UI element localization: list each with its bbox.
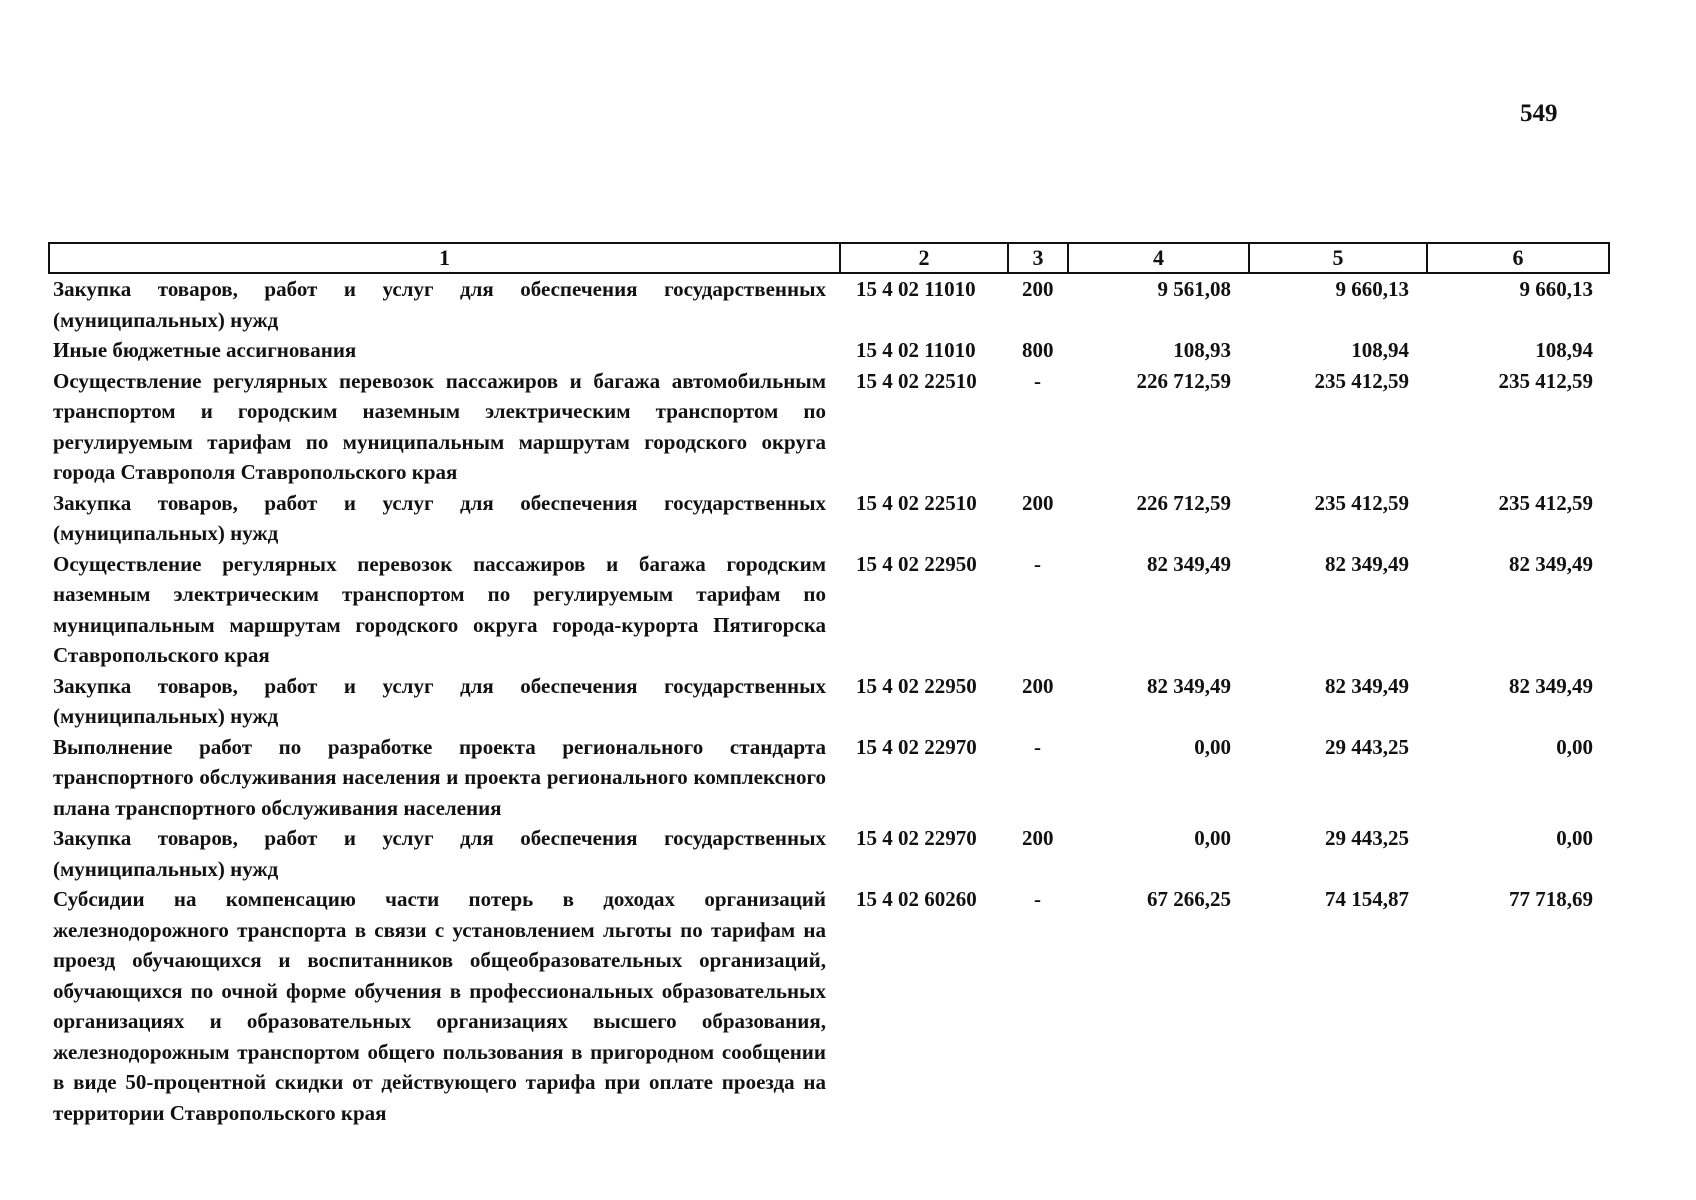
row-amount-2: 235 412,59 — [1314, 368, 1409, 393]
table-row — [49, 884, 1609, 1128]
row-amount-1: 82 349,49 — [1147, 673, 1231, 698]
row-amount-2: 74 154,87 — [1325, 887, 1409, 911]
row-expense-type: - — [1034, 734, 1041, 759]
row-amount-2: 29 443,25 — [1325, 734, 1409, 759]
row-name: Иные бюджетные ассигнования — [53, 338, 357, 362]
row-code: 15 4 02 22950 — [856, 551, 977, 576]
row-code: 15 4 02 22510 — [856, 490, 977, 515]
row-expense-type: 200 — [1022, 490, 1054, 515]
row-amount-3: 235 412,59 — [1498, 368, 1593, 393]
table-row — [49, 366, 1609, 488]
row-amount-2: 108,94 — [1351, 338, 1409, 362]
row-amount-1: 226 712,59 — [1136, 368, 1231, 393]
column-header-amount-1: 4 — [1068, 243, 1249, 273]
row-expense-type: 800 — [1022, 338, 1054, 362]
row-code: 15 4 02 11010 — [856, 277, 976, 301]
row-name: Закупка товаров, работ и услуг для обеспечения государственных (муниципальных) нужд — [53, 826, 826, 881]
header-row — [49, 243, 1609, 273]
row-code: 15 4 02 22970 — [856, 734, 977, 759]
table-row — [49, 273, 1609, 335]
row-amount-1: 67 266,25 — [1147, 887, 1231, 911]
column-header-expense-type: 3 — [1008, 243, 1068, 273]
row-amount-3: 82 349,49 — [1509, 551, 1593, 576]
row-amount-1: 0,00 — [1194, 734, 1231, 759]
page-number: 549 — [1520, 100, 1558, 127]
row-amount-1: 108,93 — [1173, 338, 1231, 362]
row-amount-3: 108,94 — [1535, 338, 1593, 362]
row-code: 15 4 02 22510 — [856, 368, 977, 393]
row-amount-2: 235 412,59 — [1314, 490, 1409, 515]
row-name: Закупка товаров, работ и услуг для обеспечения государственных (муниципальных) нужд — [53, 277, 826, 332]
row-expense-type: - — [1034, 368, 1041, 393]
row-expense-type: 200 — [1022, 277, 1054, 301]
budget-table — [48, 242, 1610, 1128]
table-row — [49, 549, 1609, 671]
row-name: Закупка товаров, работ и услуг для обеспечения государственных (муниципальных) нужд — [53, 673, 826, 728]
row-amount-1: 82 349,49 — [1147, 551, 1231, 576]
table-header — [49, 243, 1609, 273]
column-header-amount-3: 6 — [1427, 243, 1609, 273]
table-body — [49, 273, 1609, 1128]
row-amount-3: 9 660,13 — [1519, 277, 1593, 301]
row-code: 15 4 02 22950 — [856, 673, 977, 698]
row-amount-2: 29 443,25 — [1325, 826, 1409, 850]
row-amount-3: 235 412,59 — [1498, 490, 1593, 515]
row-expense-type: 200 — [1022, 673, 1054, 698]
table-row — [49, 732, 1609, 824]
row-amount-3: 0,00 — [1556, 826, 1593, 850]
row-amount-1: 0,00 — [1194, 826, 1231, 850]
column-header-amount-2: 5 — [1249, 243, 1427, 273]
row-code: 15 4 02 11010 — [856, 338, 976, 362]
row-amount-1: 9 561,08 — [1157, 277, 1231, 301]
column-header-name: 1 — [49, 243, 840, 273]
row-amount-3: 77 718,69 — [1509, 887, 1593, 911]
table-row — [49, 335, 1609, 366]
row-amount-3: 0,00 — [1556, 734, 1593, 759]
row-expense-type: - — [1034, 551, 1041, 576]
row-code: 15 4 02 22970 — [856, 826, 977, 850]
row-amount-3: 82 349,49 — [1509, 673, 1593, 698]
table-row — [49, 488, 1609, 549]
row-name: Осуществление регулярных перевозок пассажиров и багажа городским наземным электрическим транспортом по регулируемым тарифам по муниципальным маршрутам городского округа города-курорта Пятигорска Ставропольского края — [53, 551, 826, 667]
row-name: Выполнение работ по разработке проекта регионального стандарта транспортного обслуживания населения и проекта регионального комплексного плана транспортного обслуживания населения — [53, 734, 826, 820]
row-amount-2: 82 349,49 — [1325, 551, 1409, 576]
row-code: 15 4 02 60260 — [856, 887, 977, 911]
row-amount-2: 9 660,13 — [1335, 277, 1409, 301]
row-expense-type: 200 — [1022, 826, 1054, 850]
row-expense-type: - — [1034, 887, 1041, 911]
table-row — [49, 823, 1609, 884]
row-amount-1: 226 712,59 — [1136, 490, 1231, 515]
row-name: Осуществление регулярных перевозок пассажиров и багажа автомобильным транспортом и городским наземным электрическим транспортом по регулируемым тарифам по муниципальным маршрутам городского округа города Ставрополя Ставропольского края — [53, 368, 826, 484]
row-name: Закупка товаров, работ и услуг для обеспечения государственных (муниципальных) нужд — [53, 490, 826, 545]
row-amount-2: 82 349,49 — [1325, 673, 1409, 698]
column-header-code: 2 — [840, 243, 1008, 273]
row-name: Субсидии на компенсацию части потерь в доходах организаций железнодорожного транспорта в связи с установлением льготы по тарифам на проезд обучающихся и воспитанников общеобразовательных организаций, обучающихся по очной форме обучения в профессиональных образовательных организациях и образовательных организациях высшего образования, железнодорожным транспортом общего пользования в пригородном сообщении в виде 50-процентной скидки от действующего тарифа при оплате проезда на территории Ставропольского края — [53, 887, 826, 1125]
table-row — [49, 671, 1609, 732]
